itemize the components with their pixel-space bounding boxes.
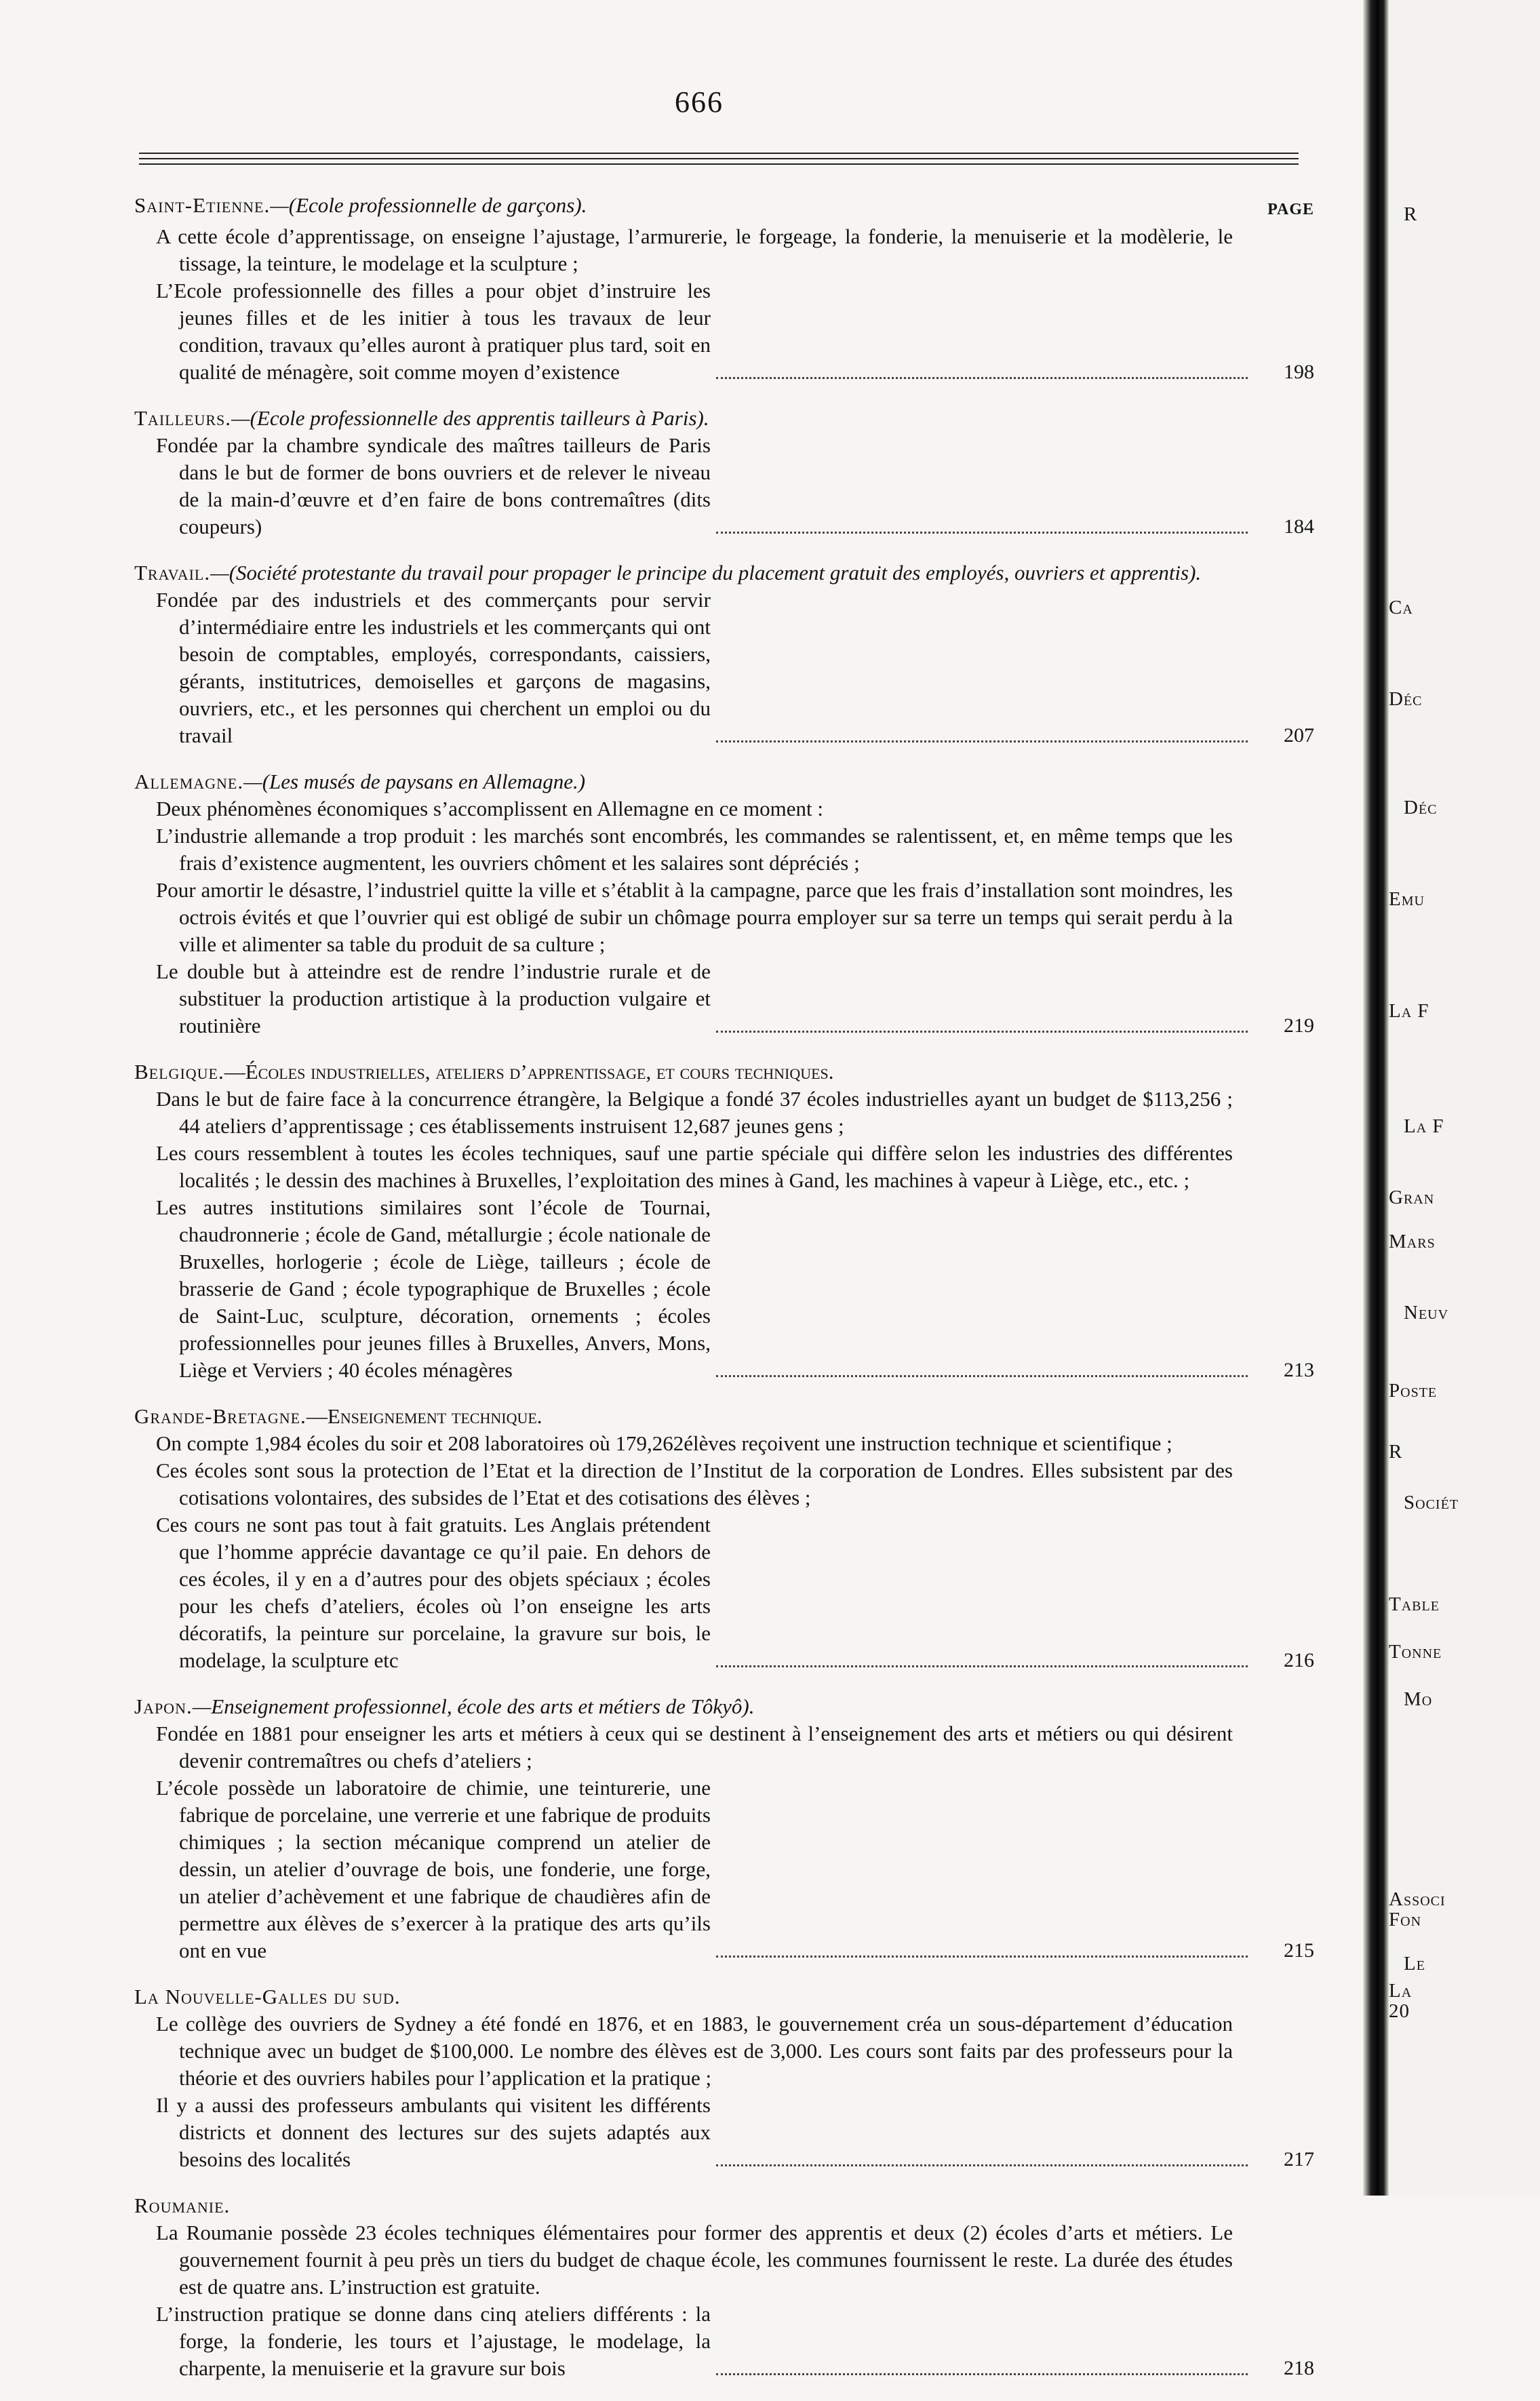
- entry-title: —(Ecole professionnelle de garçons).: [270, 193, 587, 217]
- entry-heading-text: [134, 1983, 401, 2010]
- entry-heading-text: [134, 2192, 230, 2219]
- entry-paragraph: On compte 1,984 écoles du soir et 208 laboratoires où 179,262élèves reçoivent une instruction technique et scientifique ;: [156, 1431, 1172, 1455]
- entry-title: —(Les musés de paysans en Allemagne.): [243, 770, 586, 793]
- entry-final-line: [134, 587, 1314, 749]
- entry-page-ref: 213: [1284, 1359, 1314, 1381]
- entry-final-line: [134, 1194, 1314, 1384]
- entry-page-ref: 219: [1284, 1014, 1314, 1037]
- entry-country: Belgique.: [134, 1060, 224, 1084]
- adjacent-page-fragment: La F: [1389, 1000, 1429, 1022]
- entry-final-line: [134, 1774, 1314, 1964]
- index-column: [134, 192, 1314, 2401]
- entry-paragraph: Pour amortir le désastre, l’industriel quitte la ville et s’établit à la campagne, parce que les frais d’installation sont moindres, les octrois évités et que l’ouvrier qui est obligé de subir un chômage pourra employer sur sa terre un temps qui serait perdu à la ville et alimenter sa table du produit de sa culture ;: [156, 878, 1233, 956]
- adjacent-page-fragment: Associ: [1389, 1888, 1446, 1910]
- entry-heading-text: [134, 559, 1201, 587]
- header-rule-bottom: [139, 163, 1299, 165]
- adjacent-page-fragment: La: [1389, 1980, 1413, 2002]
- entry-country: Allemagne.: [134, 770, 244, 793]
- entry-final-paragraph: Ces cours ne sont pas tout à fait gratuits. Les Anglais prétendent que l’homme apprécie davantage ce qu’il paie. En dehors de ces écoles, il y en a d’autres pour des objets spéciaux ; écoles pour les chefs d’ateliers, écoles où l’on enseigne les arts décoratifs, la peinture sur porcelaine, la gravure sur bois, le modelage, la sculpture etc: [156, 1513, 711, 1672]
- entry-heading: [134, 405, 1314, 432]
- adjacent-page-fragment: 20: [1389, 2000, 1410, 2022]
- adjacent-page-fragment: R: [1404, 203, 1418, 225]
- index-entry: [134, 1693, 1314, 1964]
- index-entry: [134, 2192, 1314, 2382]
- entry-final-paragraph: Fondée par des industriels et des commerçants pour servir d’intermédiaire entre les industriels et les commerçants qui ont besoin de comptables, employés, correspondants, caissiers, gérants, institutrices, demoiselles et garçons de magasins, ouvriers, etc., et les personnes qui cherchent un emploi ou du travail: [156, 588, 711, 747]
- entry-final-line: [134, 2301, 1314, 2382]
- entry-page-ref: 215: [1284, 1939, 1314, 1962]
- entry-final-paragraph: L’instruction pratique se donne dans cinq ateliers différents : la forge, la fonderie, les tours et l’ajustage, le modelage, la charpente, la menuiserie et la gravure sur bois: [156, 2302, 711, 2380]
- index-entry: [134, 1983, 1314, 2173]
- adjacent-page-fragment: Tonne: [1389, 1641, 1442, 1663]
- index-entry: [134, 768, 1314, 1039]
- index-entry: [134, 192, 1314, 386]
- adjacent-page-fragment: Fon: [1389, 1909, 1422, 1930]
- dot-leader: [716, 1031, 1248, 1033]
- entry-heading: [134, 2192, 1314, 2219]
- dot-leader: [716, 2373, 1248, 2375]
- page-number: 666: [675, 85, 724, 119]
- entry-paragraph: Ces écoles sont sous la protection de l’Etat et la direction de l’Institut de la corporation de Londres. Elles subsistent par des cotisations volontaires, des subsides de l’Etat et des cotisations des élèves ;: [156, 1459, 1233, 1509]
- dot-leader: [716, 2164, 1248, 2166]
- entry-country: Travail.: [134, 561, 211, 584]
- entry-heading: [134, 559, 1314, 587]
- index-entry: [134, 405, 1314, 540]
- entry-final-paragraph: Le double but à atteindre est de rendre l’industrie rurale et de substituer la production artistique à la production vulgaire et routinière: [156, 959, 711, 1037]
- dot-leader: [716, 1956, 1248, 1958]
- entry-paragraph: A cette école d’apprentissage, on enseigne l’ajustage, l’armurerie, le forgeage, la fonderie, la menuiserie et la modèlerie, le tissage, la teinture, le modelage et la sculpture ;: [156, 224, 1233, 275]
- index-entry: [134, 1403, 1314, 1674]
- adjacent-page-fragment: Mars: [1389, 1231, 1436, 1252]
- entry-paragraph: Le collège des ouvriers de Sydney a été fondé en 1876, et en 1883, le gouvernement créa un sous-département d’éducation technique avec un budget de $100,000. Le nombre des élèves est de 3,000. Les cours sont faits par des professeurs pour la théorie et des ouvriers habiles pour l’application et la pratique ;: [156, 2012, 1233, 2090]
- entry-page-ref: 198: [1284, 361, 1314, 383]
- entry-country: Japon.: [134, 1694, 193, 1718]
- entry-country: Grande-Bretagne.: [134, 1404, 307, 1428]
- entry-heading: [134, 1983, 1314, 2010]
- adjacent-page-edge: [1389, 0, 1540, 2196]
- dot-leader: [716, 740, 1248, 742]
- entry-heading-text: [134, 405, 709, 432]
- entry-country: Roumanie.: [134, 2194, 231, 2217]
- dot-leader: [716, 377, 1248, 379]
- entry-page-ref: 207: [1284, 724, 1314, 747]
- entry-country: La Nouvelle-Galles du sud.: [134, 1985, 401, 2008]
- entry-page-ref: 184: [1284, 515, 1314, 538]
- entry-paragraph: La Roumanie possède 23 écoles techniques élémentaires pour former des apprentis et deux (2) écoles d’arts et métiers. Le gouvernement fournit à peu près un tiers du budget de chaque école, les communes fournissent le reste. La durée des études est de quatre ans. L’instruction est gratuite.: [156, 2221, 1233, 2299]
- adjacent-page-fragment: Gran: [1389, 1187, 1435, 1208]
- entry-final-line: [134, 1511, 1314, 1674]
- entry-final-line: [134, 277, 1314, 386]
- entry-final-line: [134, 432, 1314, 540]
- page-column-header: PAGE: [1267, 201, 1314, 218]
- entry-title: —Écoles industrielles, ateliers d’apprentissage, et cours techniques.: [224, 1060, 834, 1084]
- entry-title: —(Ecole professionnelle des apprentis tailleurs à Paris).: [231, 406, 709, 430]
- entry-page-ref: 217: [1284, 2148, 1314, 2170]
- entry-heading: [134, 768, 1314, 795]
- entry-page-ref: 216: [1284, 1649, 1314, 1671]
- adjacent-page-fragment: Neuv: [1404, 1302, 1449, 1324]
- entry-heading-text: [134, 1693, 755, 1720]
- entry-country: Saint-Etienne.: [134, 193, 271, 217]
- entry-title: —Enseignement professionnel, école des arts et métiers de Tôkyô).: [192, 1694, 755, 1718]
- entry-final-paragraph: Il y a aussi des professeurs ambulants qui visitent les différents districts et donnent des lectures sur des sujets adaptés aux besoins des localités: [156, 2093, 711, 2171]
- entry-title: —(Société protestante du travail pour propager le principe du placement gratuit des employés, ouvriers et apprentis).: [210, 561, 1202, 584]
- entry-heading-text: [134, 1403, 542, 1430]
- entry-heading-text: [134, 1058, 834, 1086]
- adjacent-page-fragment: Ca: [1389, 597, 1413, 618]
- entry-paragraph: L’industrie allemande a trop produit : les marchés sont encombrés, les commandes se ralentissent, et, en même temps que les frais d’existence augmentent, les ouvriers chôment et les salaires sont dépréciés ;: [156, 824, 1233, 875]
- entry-paragraph: Deux phénomènes économiques s’accomplissent en Allemagne en ce moment :: [156, 797, 823, 820]
- adjacent-page-fragment: Déc: [1404, 797, 1438, 818]
- entry-heading: [134, 192, 1314, 223]
- entry-paragraph: Fondée en 1881 pour enseigner les arts et métiers à ceux qui se destinent à l’enseignement des arts et métiers ou qui désirent devenir contremaîtres ou chefs d’ateliers ;: [156, 1722, 1233, 1772]
- adjacent-page-fragment: Poste: [1389, 1380, 1438, 1402]
- entry-final-paragraph: Fondée par la chambre syndicale des maîtres tailleurs de Paris dans le but de former de bons ouvriers et de relever le niveau de la main-d’œuvre et d’en faire de bons contremaîtres (dits coupeurs): [156, 433, 711, 538]
- adjacent-page-fragment: Table: [1389, 1593, 1440, 1615]
- header-rule-mid: [139, 158, 1299, 159]
- entry-heading: [134, 1403, 1314, 1430]
- entry-final-paragraph: L’Ecole professionnelle des filles a pour objet d’instruire les jeunes filles et de les initier à tous les travaux de leur condition, travaux qu’elles auront à pratiquer plus tard, soit en qualité de ménagère, soit comme moyen d’existence: [156, 279, 711, 384]
- book-gutter: [1363, 0, 1389, 2196]
- adjacent-page-fragment: Emu: [1389, 888, 1425, 910]
- dot-leader: [716, 532, 1248, 534]
- entry-page-ref: 218: [1284, 2357, 1314, 2379]
- entry-country: Tailleurs.: [134, 406, 232, 430]
- adjacent-page-fragment: Mo: [1404, 1688, 1433, 1710]
- entry-final-paragraph: Les autres institutions similaires sont l’école de Tournai, chaudronnerie ; école de Gand, métallurgie ; école nationale de Bruxelles, horlogerie ; école de Liège, tailleurs ; école de brasserie de Gand ; école typographique de Bruxelles ; école de Saint-Luc, sculpture, décoration, ornements ; écoles professionnelles pour jeunes filles à Bruxelles, Anvers, Mons, Liège et Verviers ; 40 écoles ménagères: [156, 1195, 711, 1382]
- entry-heading: [134, 1058, 1314, 1086]
- adjacent-page-fragment: Sociét: [1404, 1492, 1459, 1513]
- entry-final-paragraph: L’école possède un laboratoire de chimie, une teinturerie, une fabrique de porcelaine, une verrerie et une fabrique de produits chimiques ; la section mécanique comprend un atelier de dessin, un atelier d’ouvrage de bois, une fonderie, une forge, un atelier d’achèvement et une fabrique de chaudières afin de permettre aux élèves de s’exercer à la pratique des arts qu’ils ont en vue: [156, 1776, 711, 1962]
- entry-heading-text: [134, 768, 585, 795]
- entry-final-line: [134, 2092, 1314, 2173]
- adjacent-page-fragment: R: [1389, 1441, 1403, 1463]
- entry-paragraph: Dans le but de faire face à la concurrence étrangère, la Belgique a fondé 37 écoles industrielles ayant un budget de $113,256 ; 44 ateliers d’apprentissage ; ces établissements instruisent 12,687 jeunes gens ;: [156, 1087, 1233, 1138]
- dot-leader: [716, 1665, 1248, 1667]
- entry-heading-text: [134, 192, 587, 223]
- header-rule-top: [139, 153, 1299, 154]
- dot-leader: [716, 1375, 1248, 1377]
- index-entry: [134, 1058, 1314, 1384]
- entry-title: —Enseignement technique.: [306, 1404, 542, 1428]
- entry-paragraph: Les cours ressemblent à toutes les écoles techniques, sauf une partie spéciale qui diffère selon les industries des différentes localités ; le dessin des machines à Bruxelles, l’exploitation des mines à Gand, les machines à vapeur à Liège, etc., etc. ;: [156, 1141, 1233, 1192]
- adjacent-page-fragment: Le: [1404, 1953, 1425, 1975]
- index-entry: [134, 559, 1314, 749]
- entry-heading: [134, 1693, 1314, 1720]
- adjacent-page-fragment: La F: [1404, 1115, 1444, 1137]
- adjacent-page-fragment: Déc: [1389, 688, 1423, 710]
- entry-final-line: [134, 958, 1314, 1039]
